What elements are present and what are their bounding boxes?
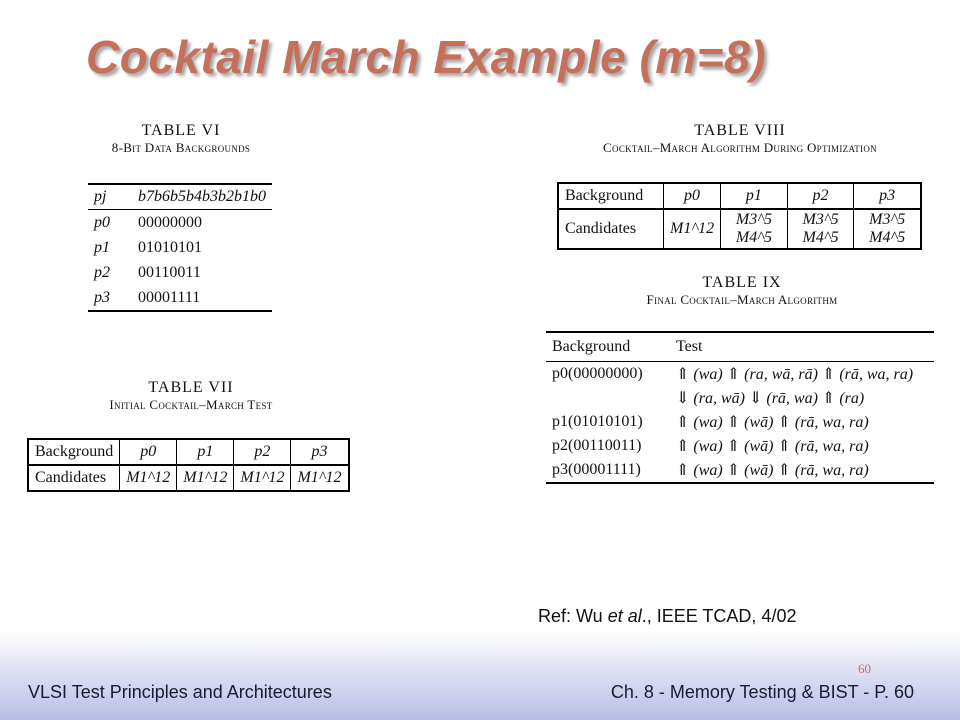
background-label: Background — [28, 439, 120, 465]
table-row — [88, 260, 272, 285]
table6-header-row — [88, 184, 272, 210]
background-cell — [546, 386, 670, 410]
candidates-label: Candidates — [558, 209, 664, 249]
background-cell: p2 — [787, 183, 854, 209]
table9-header-row — [546, 332, 934, 362]
table6-data-backgrounds — [88, 183, 272, 312]
pattern-cell: p2 — [94, 263, 110, 281]
table-row — [546, 434, 934, 458]
background-cell: p3(00001111) — [552, 461, 641, 478]
table7-number: TABLE VII — [148, 379, 234, 396]
table6-col-pj — [88, 184, 132, 210]
table8-caption: Cocktail–March Algorithm During Optimization — [603, 140, 877, 156]
pattern-cell: p0 — [94, 213, 110, 231]
test-cell: ⇑ (wa) ⇑ (wā) ⇑ (rā, wa, ra) — [676, 414, 869, 431]
footer-chapter-page: Ch. 8 - Memory Testing & BIST - P. 60 — [610, 682, 914, 702]
table8-heading — [548, 121, 932, 156]
table-row — [546, 410, 934, 434]
table7-heading — [55, 378, 327, 413]
pattern-cell: p3 — [94, 288, 110, 306]
background-cell: p2(00110011) — [552, 437, 642, 454]
background-cell: p3 — [291, 439, 349, 465]
table9-caption: Final Cocktail–March Algorithm — [646, 292, 838, 308]
pattern-cell: p1 — [94, 238, 110, 256]
bits-cell: 01010101 — [138, 238, 202, 256]
table6-col-bits — [132, 184, 272, 210]
table9-final-algorithm — [546, 331, 934, 484]
table-row — [88, 285, 272, 311]
reference-citation — [538, 606, 796, 627]
candidate-cell: M3^5 M4^5 — [721, 209, 788, 249]
background-cell: p1 — [721, 183, 788, 209]
reference-prefix: Ref: Wu — [538, 606, 608, 626]
table7-background-row — [28, 439, 349, 465]
table9-col-test: Test — [670, 332, 934, 362]
table6-caption: 8-Bit Data Backgrounds — [111, 140, 251, 156]
table8-number: TABLE VIII — [694, 122, 786, 139]
footer-band — [0, 630, 960, 720]
candidate-cell: M1^12 — [291, 465, 349, 491]
bits-cell: 00110011 — [138, 263, 201, 281]
candidate-cell: M1^12 — [664, 209, 721, 249]
table-row — [88, 210, 272, 236]
background-cell: p0(00000000) — [552, 365, 643, 382]
test-cell: ⇑ (wa) ⇑ (ra, wā, rā) ⇑ (rā, wa, ra) — [676, 366, 914, 383]
bits-cell: 00000000 — [138, 213, 202, 231]
table6-heading — [86, 121, 276, 156]
background-cell: p0 — [120, 439, 177, 465]
page-number: 60 — [858, 661, 871, 676]
table6-col-bits-text: b7b6b5b4b3b2b1b0 — [138, 188, 266, 205]
table7-candidates-row — [28, 465, 349, 491]
table9-col-background: Background — [546, 332, 670, 362]
candidate-cell: M3^5 M4^5 — [854, 209, 921, 249]
candidate-cell: M1^12 — [120, 465, 177, 491]
reference-italic: et al — [607, 606, 642, 626]
reference-suffix: ., IEEE TCAD, 4/02 — [641, 606, 797, 626]
background-label: Background — [558, 183, 664, 209]
table-row — [546, 386, 934, 410]
table8-candidates-row — [558, 209, 921, 249]
table6-col-pj-text: pj — [94, 188, 107, 205]
candidate-cell: M1^12 — [234, 465, 291, 491]
table9-heading — [572, 273, 912, 308]
footer-course-title: VLSI Test Principles and Architectures — [28, 682, 332, 702]
candidates-label: Candidates — [28, 465, 120, 491]
candidate-cell: M3^5 M4^5 — [787, 209, 854, 249]
table-row — [546, 362, 934, 387]
candidate-cell: M1^12 — [177, 465, 234, 491]
table8-background-row — [558, 183, 921, 209]
test-cell: ⇑ (wa) ⇑ (wā) ⇑ (rā, wa, ra) — [676, 438, 869, 455]
background-cell: p0 — [664, 183, 721, 209]
table7-caption: Initial Cocktail–March Test — [109, 397, 273, 413]
bits-cell: 00001111 — [138, 288, 201, 306]
background-cell: p1(01010101) — [552, 413, 643, 430]
table6-number: TABLE VI — [141, 122, 221, 139]
table-row — [546, 458, 934, 483]
table-row — [88, 235, 272, 260]
background-cell: p1 — [177, 439, 234, 465]
test-cell: ⇑ (wa) ⇑ (wā) ⇑ (rā, wa, ra) — [676, 462, 869, 479]
background-cell: p2 — [234, 439, 291, 465]
background-cell: p3 — [854, 183, 921, 209]
table8-optimization — [557, 182, 922, 250]
table9-number: TABLE IX — [702, 274, 782, 291]
table7-initial-test — [27, 438, 350, 492]
test-cell: ⇓ (ra, wā) ⇓ (rā, wa) ⇑ (ra) — [676, 390, 865, 407]
slide-title: Cocktail March Example (m=8) — [86, 31, 766, 83]
